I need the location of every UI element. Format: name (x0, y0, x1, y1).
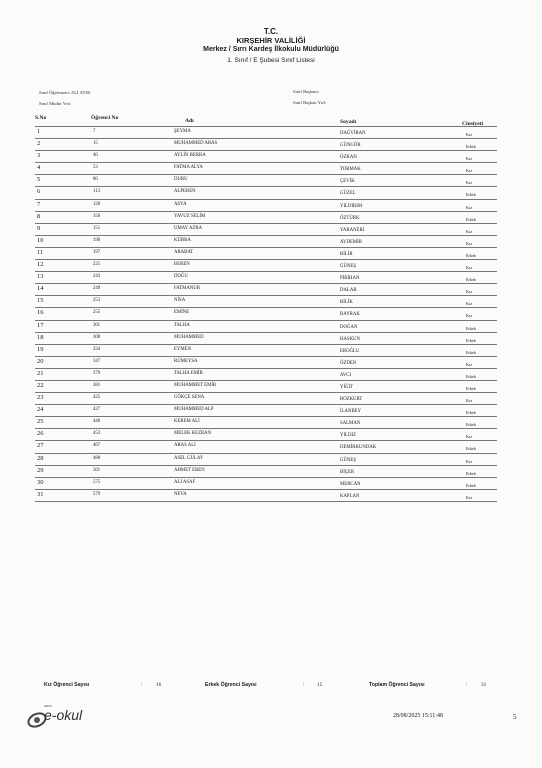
row-student-no: 249 (93, 286, 101, 292)
row-surname: GÜNEŞ (340, 457, 356, 463)
row-gender: Kız (466, 494, 473, 500)
row-student-no: 225 (93, 262, 101, 268)
row-sno: 14 (37, 285, 44, 293)
meb-mark: MEB (44, 704, 52, 708)
row-student-no: 308 (93, 334, 101, 340)
row-surname: GÜNEŞ (340, 264, 356, 270)
table-row (35, 284, 497, 296)
row-name: MUHAMMED ALP (174, 407, 214, 413)
row-sno: 8 (37, 212, 41, 220)
row-gender: Kız (466, 398, 473, 404)
table-row (35, 126, 497, 139)
row-student-no: 425 (93, 395, 101, 401)
row-name: AHMET EREN (174, 467, 205, 473)
row-student-no: 255 (93, 310, 101, 316)
boys-count-label: Erkek Öğrenci Sayısı (205, 682, 257, 688)
row-surname: ÖZDEN (340, 360, 357, 366)
row-sno: 29 (37, 466, 44, 474)
row-sno: 15 (37, 297, 44, 305)
row-sno: 27 (37, 442, 44, 450)
table-row (35, 417, 497, 429)
table-row (35, 296, 497, 308)
table-row (35, 321, 497, 333)
row-student-no: 575 (93, 479, 101, 485)
row-sno: 19 (37, 345, 44, 353)
row-student-no: 379 (93, 370, 101, 376)
row-surname: BOZKURT (340, 397, 363, 403)
row-name: MUHAMMED ARAS (174, 141, 218, 147)
table-row (35, 151, 497, 163)
row-surname: İLANBEY (340, 409, 362, 415)
row-sno: 24 (37, 406, 44, 414)
row-gender: Kız (466, 434, 473, 440)
row-surname: GÜNGÖR (340, 143, 361, 149)
row-surname: BİÇER (340, 469, 355, 475)
row-gender: Kız (466, 313, 473, 319)
row-surname: DAĞVİRAN (340, 131, 366, 136)
row-name: ALPEREN (174, 189, 196, 195)
row-gender: Erkek (466, 192, 476, 198)
row-surname: ÖZTÜRK (340, 215, 360, 221)
class-president: Sınıf Başkanı: (293, 89, 320, 94)
row-student-no: 80 (93, 177, 98, 183)
row-sno: 16 (37, 309, 44, 317)
row-surname: YİĞİT (340, 384, 354, 390)
row-student-no: 151 (93, 225, 101, 231)
row-name: MUHAMMET EMİR (174, 382, 217, 388)
row-name: GÖKÇE SENA (174, 395, 205, 401)
header-school: Merkez / Sırrı Kardeş İlkokulu Müdürlüğü (203, 46, 339, 53)
class-vice-principal: Sınıf Müdür Yrd: (39, 101, 71, 106)
row-name: TALHA EMİR (174, 370, 203, 376)
table-row (35, 345, 497, 357)
row-gender: Kız (466, 180, 473, 186)
row-name: FATMA ALYA (174, 165, 203, 171)
table-row (35, 393, 497, 405)
row-name: AYLİN BERRA (174, 153, 206, 159)
row-sno: 1 (37, 128, 41, 135)
row-sno: 9 (37, 224, 41, 232)
table-row (35, 333, 497, 345)
row-sno: 11 (37, 248, 44, 256)
table-row (35, 441, 497, 453)
class-vice-president: Sınıf Başkan Yrd: (293, 100, 327, 105)
row-surname: DALAR (340, 288, 357, 294)
row-student-no: 446 (93, 419, 101, 425)
row-surname: AVCI (340, 372, 352, 378)
header-list-title: 1. Sınıf / E Şubesi Sınıf Listesi (227, 57, 315, 64)
row-gender: Erkek (466, 422, 476, 428)
row-surname: DEMİRKUNDAK (340, 445, 377, 451)
header-sno: S.No (35, 115, 47, 121)
row-sno: 7 (37, 200, 41, 208)
table-row (35, 466, 497, 478)
boys-count-sep: : (303, 682, 305, 688)
row-student-no: 579 (93, 491, 101, 497)
total-count-sep: : (466, 682, 468, 688)
table-row (35, 248, 497, 260)
row-sno: 2 (37, 140, 41, 148)
row-student-no: 128 (93, 201, 101, 207)
row-student-no: 150 (93, 213, 101, 219)
girls-count-label: Kız Öğrenci Sayısı (44, 682, 90, 688)
row-name: ARAS ALİ (174, 443, 196, 449)
table-row (35, 454, 497, 466)
row-name: BEREN (174, 262, 190, 268)
row-gender: Erkek (466, 446, 476, 452)
row-gender: Erkek (466, 470, 476, 476)
row-gender: Kız (466, 361, 473, 367)
row-gender: Kız (466, 168, 473, 174)
table-row (35, 369, 497, 381)
row-sno: 3 (37, 152, 41, 160)
class-teacher: Sınıf Öğretmeni: ALİ AYIK (39, 90, 91, 95)
row-gender: Erkek (466, 410, 476, 416)
table-row (35, 260, 497, 272)
table-row (35, 175, 497, 187)
row-surname: ÖZKAN (340, 155, 357, 161)
row-gender: Kız (466, 301, 473, 307)
row-surname: HASKUN (340, 336, 360, 342)
row-sno: 18 (37, 333, 44, 341)
row-surname: YARANERİ (340, 227, 365, 233)
row-sno: 22 (37, 381, 44, 389)
row-student-no: 53 (93, 165, 98, 171)
row-gender: Erkek (466, 144, 476, 150)
row-gender: Erkek (466, 482, 476, 488)
row-surname: BİLİK (340, 300, 353, 306)
row-name: UMAY AZRA (174, 225, 203, 231)
row-gender: Erkek (466, 337, 476, 343)
row-name: NİSA (174, 298, 186, 304)
row-student-no: 243 (93, 274, 101, 280)
row-name: DOĞU (174, 274, 188, 280)
row-surname: YILDIRIM (340, 203, 363, 209)
girls-count-sep: : (141, 682, 143, 688)
row-sno: 17 (37, 321, 44, 329)
table-row (35, 405, 497, 417)
boys-count-value: 15 (317, 682, 323, 688)
row-surname: TORMAK (340, 167, 361, 173)
row-gender: Erkek (466, 252, 476, 258)
row-gender: Erkek (466, 277, 476, 283)
row-name: RÜMEYSA (174, 358, 198, 364)
row-surname: EROĞLU (340, 348, 360, 354)
row-name: DURU (174, 177, 188, 183)
total-count-value: 31 (481, 682, 487, 688)
row-gender: Kız (466, 132, 473, 137)
row-student-no: 501 (93, 467, 101, 473)
row-surname: PİRİHAN (340, 276, 360, 282)
table-body (35, 126, 497, 502)
row-gender: Erkek (466, 349, 476, 355)
table-row (35, 236, 497, 248)
girls-count-value: 16 (156, 682, 162, 688)
header-governorship: KIRŞEHİR VALİLİĞİ (236, 36, 306, 45)
row-surname: BAYRAK (340, 312, 360, 318)
row-sno: 28 (37, 454, 44, 462)
row-surname: KAPLAN (340, 493, 360, 499)
header-student-no: Öğrenci No (91, 115, 119, 121)
row-name: ASYA (174, 201, 187, 207)
table-header (35, 114, 497, 126)
table-row (35, 212, 497, 224)
row-student-no: 253 (93, 298, 101, 304)
row-name: MELEK KEZBAN (174, 431, 212, 437)
row-gender: Kız (466, 458, 473, 464)
row-student-no: 347 (93, 358, 101, 364)
table-row (35, 139, 497, 151)
row-sno: 5 (37, 176, 41, 184)
row-sno: 12 (37, 261, 44, 269)
row-sno: 23 (37, 394, 44, 402)
row-surname: AYDEMİR (340, 239, 362, 245)
row-student-no: 334 (93, 346, 101, 352)
row-student-no: 488 (93, 455, 101, 461)
page-number: 5 (513, 713, 517, 721)
table-row (35, 187, 497, 199)
row-surname: MERCAN (340, 481, 361, 487)
row-name: YAVUZ SELİM (174, 213, 206, 219)
header-country: T.C. (263, 27, 279, 36)
row-name: ASEL GÜLAY (174, 455, 204, 461)
row-name: EYMEN (174, 346, 192, 352)
table-row (35, 272, 497, 284)
header-gender: Cinsiyeti (462, 121, 484, 127)
row-name: ALİ ASAF (174, 479, 196, 485)
row-student-no: 467 (93, 443, 101, 449)
row-name: TALHA (174, 322, 190, 328)
row-gender: Kız (466, 204, 473, 210)
row-student-no: 381 (93, 382, 101, 388)
row-sno: 20 (37, 357, 44, 365)
row-gender: Kız (466, 156, 473, 162)
row-sno: 13 (37, 273, 44, 281)
row-surname: BİLİR (340, 251, 353, 257)
row-name: ŞEYMA (174, 129, 191, 134)
row-name: EMİNE (174, 310, 190, 316)
row-gender: Kız (466, 240, 473, 246)
row-student-no: 453 (93, 431, 101, 437)
table-row (35, 163, 497, 175)
row-gender: Kız (466, 289, 473, 295)
row-sno: 31 (37, 490, 44, 498)
e-okul-wordmark: e-okul (44, 707, 83, 723)
table-row (35, 490, 497, 502)
table-row (35, 357, 497, 369)
row-sno: 21 (37, 369, 44, 377)
row-student-no: 301 (93, 322, 101, 328)
row-student-no: 197 (93, 249, 101, 255)
row-gender: Erkek (466, 373, 476, 379)
row-sno: 10 (37, 236, 44, 244)
e-okul-logo (26, 703, 116, 735)
table-row (35, 200, 497, 212)
row-name: KÜBRA (174, 237, 191, 243)
table-row (35, 478, 497, 490)
header-name: Adı (185, 118, 194, 124)
row-student-no: 40 (93, 153, 98, 159)
row-sno: 30 (37, 478, 44, 486)
row-sno: 4 (37, 164, 41, 172)
row-gender: Kız (466, 228, 473, 234)
row-student-no: 113 (93, 189, 101, 195)
total-count-label: Toplam Öğrenci Sayısı (369, 682, 425, 688)
row-sno: 6 (37, 188, 41, 196)
row-surname: YILDIZ (340, 433, 356, 439)
row-surname: DOĞAN (340, 324, 358, 330)
row-surname: SALMAN (340, 421, 361, 427)
row-name: ARABAT (174, 249, 194, 255)
row-student-no: 190 (93, 237, 101, 243)
row-surname: GÜZEL (340, 191, 356, 197)
row-student-no: 7 (93, 129, 96, 134)
row-student-no: 15 (93, 141, 98, 147)
row-gender: Erkek (466, 325, 476, 331)
row-gender: Erkek (466, 385, 476, 391)
row-name: FATMANUR (174, 286, 201, 292)
row-gender: Kız (466, 265, 473, 271)
row-name: MUHAMMED (174, 334, 204, 340)
row-sno: 26 (37, 430, 44, 438)
row-surname: ÇEVİK (340, 179, 355, 185)
table-row (35, 224, 497, 236)
row-sno: 25 (37, 418, 44, 426)
row-name: KEREM ALİ (174, 419, 200, 425)
header-surname: Soyadı (340, 119, 357, 125)
table-row (35, 381, 497, 393)
row-name: NEVA (174, 491, 187, 497)
row-gender: Erkek (466, 216, 476, 222)
table-row (35, 308, 497, 320)
row-student-no: 427 (93, 407, 101, 413)
table-row (35, 429, 497, 441)
print-datetime: 28/08/2025 15:11:48 (393, 713, 443, 719)
